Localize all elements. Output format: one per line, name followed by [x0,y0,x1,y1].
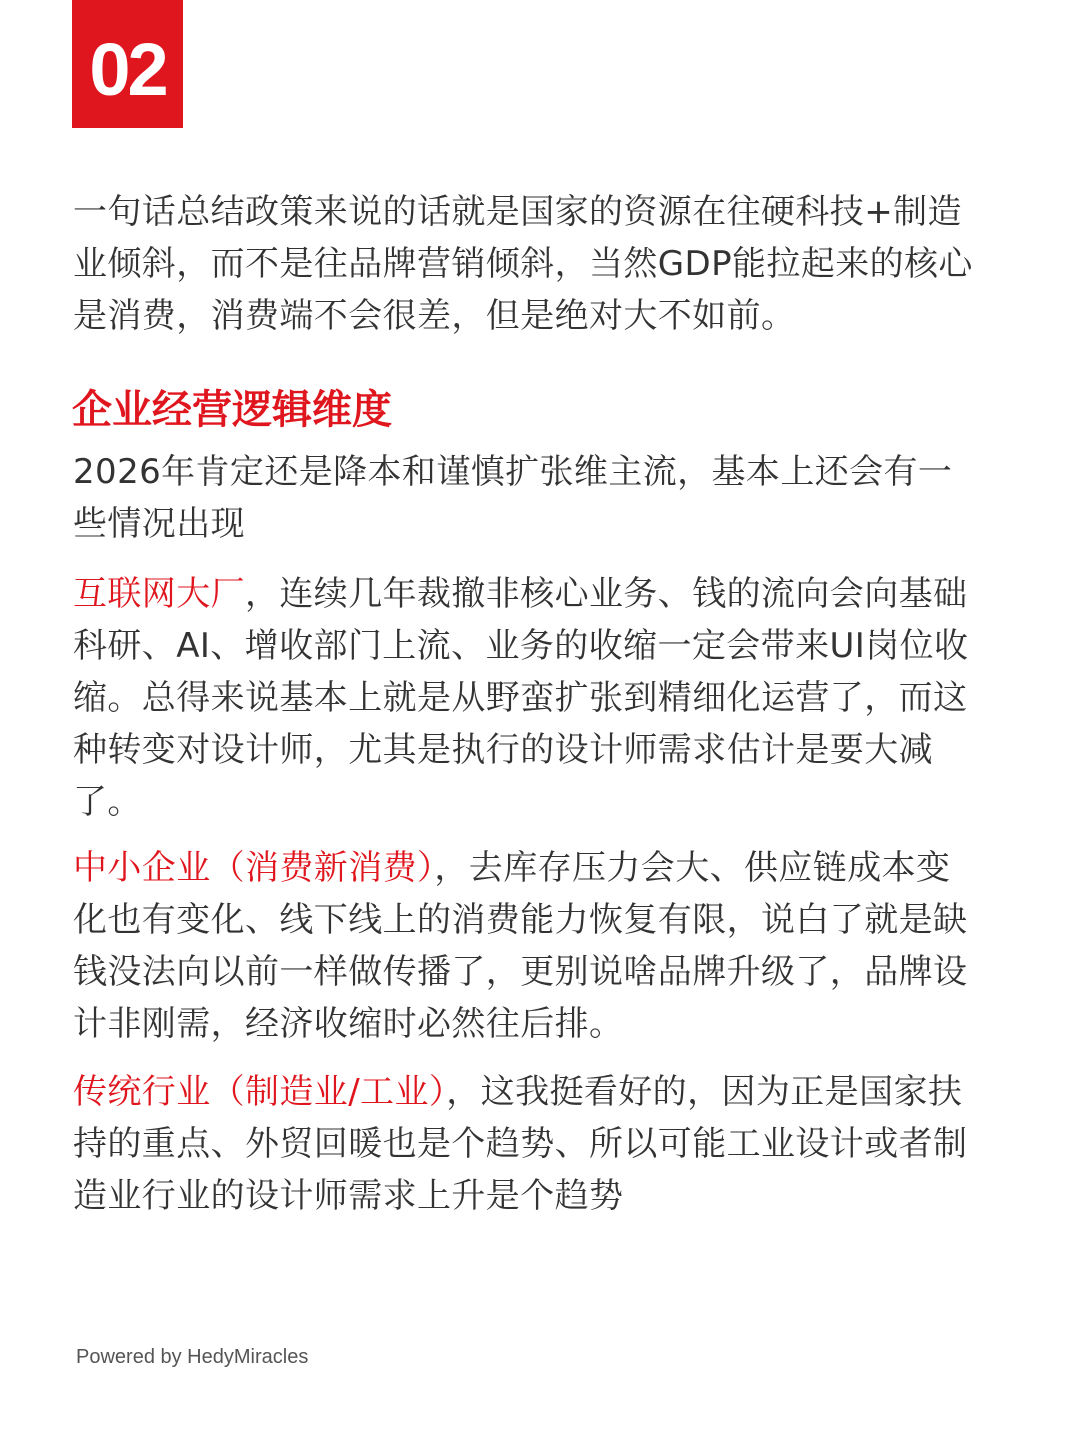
item-text-internet-giants: ，连续几年裁撤非核心业务、钱的流向会向基础科研、AI、增收部门上流、业务的收缩一定会带来UI岗位收缩。总得来说基本上就是从野蛮扩张到精细化运营了，而这种转变对设计师，尤其是执行的设计师需求估计是要大减了。 [73,574,969,822]
traditional-industry-paragraph [73,1066,973,1222]
item-label-traditional-industry: 传统行业（制造业/工业） [73,1072,447,1112]
footer-credit: Powered by HedyMiracles [76,1346,309,1368]
page-number-badge [72,0,183,128]
page-number: 02 [89,28,166,111]
intro-paragraph: 一句话总结政策来说的话就是国家的资源在往硬科技+制造业倾斜，而不是往品牌营销倾斜，当然GDP能拉起来的核心是消费，消费端不会很差，但是绝对大不如前。 [73,192,973,336]
internet-giants-paragraph [73,568,973,828]
smb-paragraph [73,842,973,1050]
item-label-smb: 中小企业（消费新消费） [73,848,435,888]
item-label-internet-giants: 互联网大厂 [73,574,245,614]
item-text-smb: ，去库存压力会大、供应链成本变化也有变化、线下线上的消费能力恢复有限，说白了就是缺钱没法向以前一样做传播了，更别说啥品牌升级了，品牌设计非刚需，经济收缩时必然往后排。 [73,848,968,1044]
item-text-traditional-industry: ，这我挺看好的，因为正是国家扶持的重点、外贸回暖也是个趋势、所以可能工业设计或者制造业行业的设计师需求上升是个趋势 [73,1072,968,1216]
section-lead-paragraph: 2026年肯定还是降本和谨慎扩张维主流，基本上还会有一些情况出现 [73,452,953,544]
section-heading: 企业经营逻辑维度 [72,387,392,433]
